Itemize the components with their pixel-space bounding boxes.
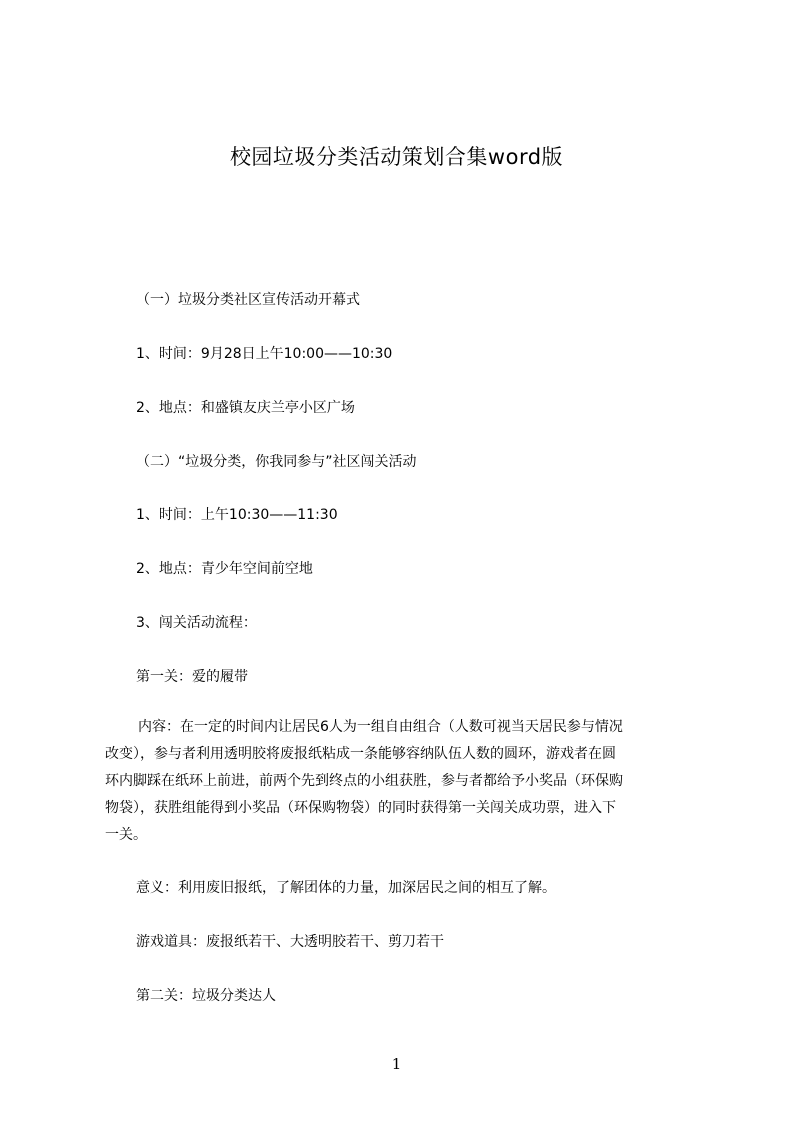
level1-content-line: 物袋），获胜组能得到小奖品（环保购物袋）的同时获得第一关闯关成功票，进入下 — [105, 800, 616, 816]
document-title: 校园垃圾分类活动策划合集word版 — [229, 145, 564, 169]
part1-time: 1、时间：9月28日上午10:00——10:30 — [136, 346, 393, 362]
level1-content-line: 内容：在一定的时间内让居民6人为一组自由组合（人数可视当天居民参与情况 — [138, 719, 623, 735]
level1-props: 游戏道具：废报纸若干、大透明胶若干、剪刀若干 — [136, 934, 444, 950]
level1-title: 第一关：爱的履带 — [136, 669, 248, 685]
part2-place: 2、地点：青少年空间前空地 — [136, 561, 313, 577]
level1-content — [105, 714, 715, 849]
page-number: 1 — [391, 1055, 402, 1073]
level1-content-line: 环内脚踩在纸环上前进，前两个先到终点的小组获胜，参与者都给予小奖品（环保购 — [105, 773, 623, 789]
part2-flow: 3、闯关活动流程： — [136, 615, 257, 631]
part2-time: 1、时间：上午10:30——11:30 — [136, 507, 338, 523]
part1-heading: （一）垃圾分类社区宣传活动开幕式 — [136, 292, 360, 308]
level1-meaning: 意义：利用废旧报纸，了解团体的力量，加深居民之间的相互了解。 — [136, 880, 556, 896]
part2-heading: （二）“垃圾分类，你我同参与”社区闯关活动 — [136, 454, 417, 470]
level1-content-line: 改变），参与者利用透明胶将废报纸粘成一条能够容纳队伍人数的圆环，游戏者在圆 — [105, 746, 616, 762]
part1-place: 2、地点：和盛镇友庆兰亭小区广场 — [136, 400, 355, 416]
level1-content-line: 一关。 — [105, 827, 147, 843]
level2-title: 第二关：垃圾分类达人 — [136, 988, 276, 1004]
